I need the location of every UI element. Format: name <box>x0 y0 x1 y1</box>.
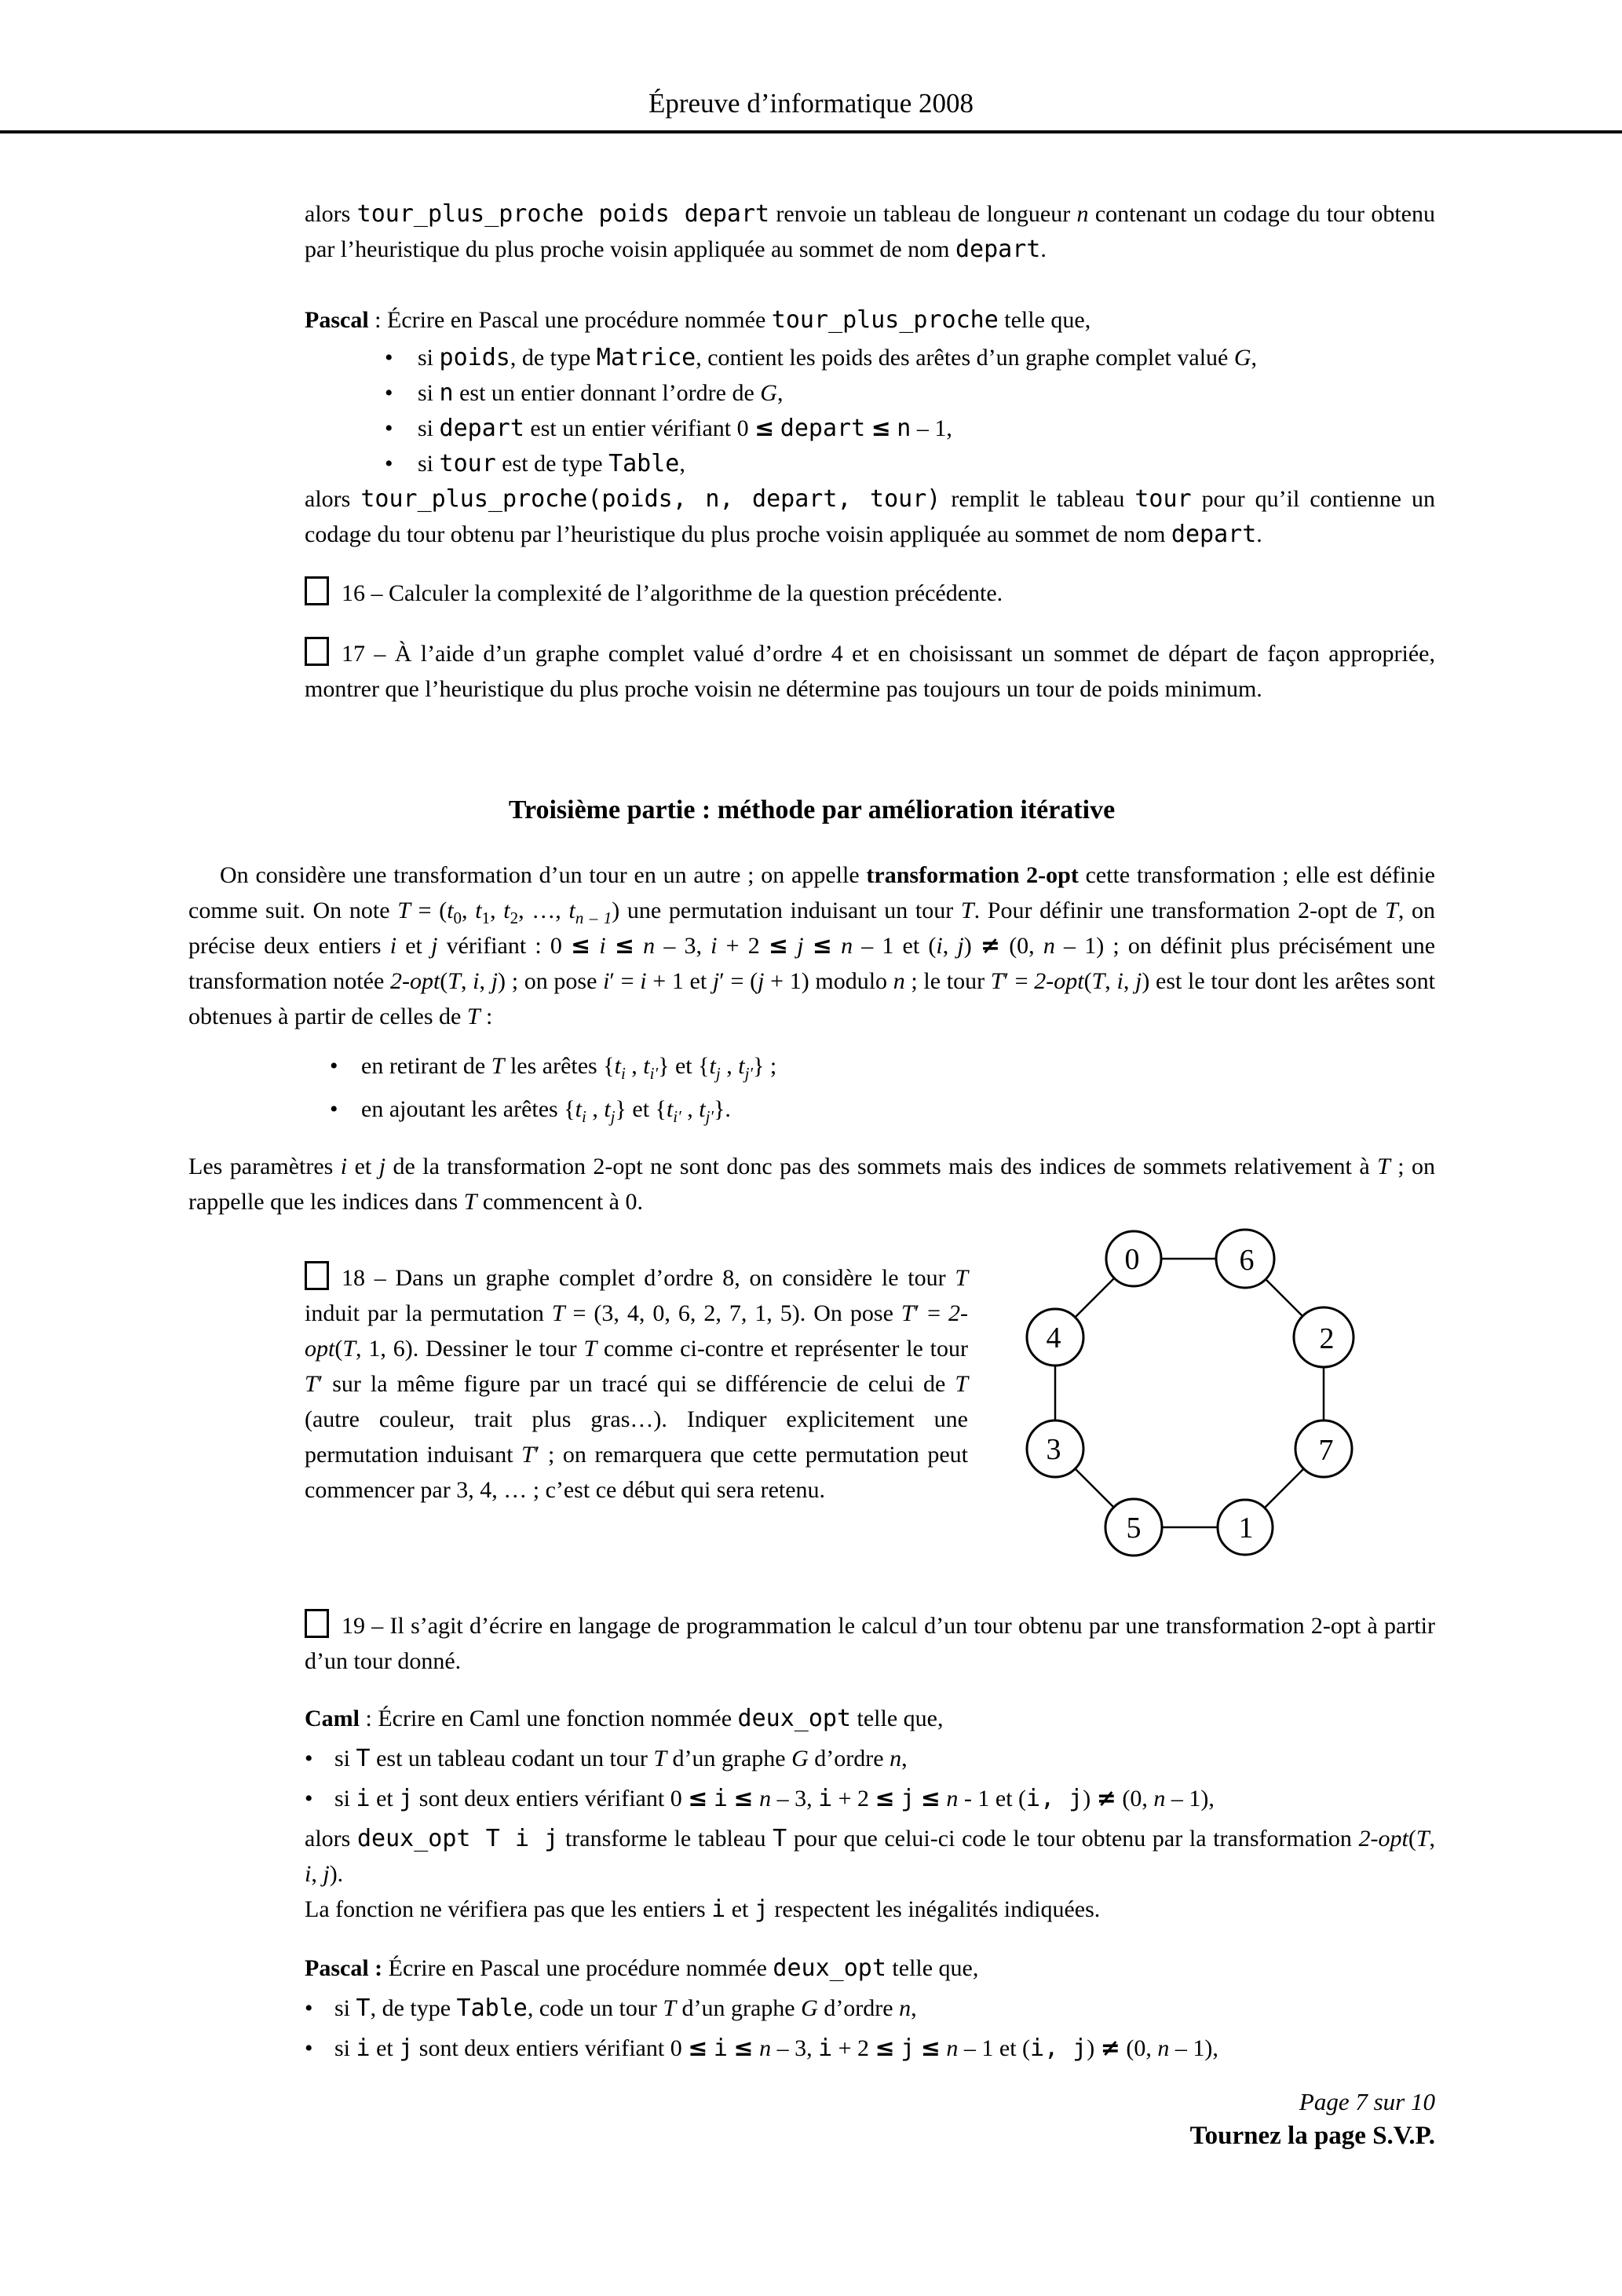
section3-paragraph-1: On considère une transformation d’un tour en un autre ; on appelle transformation 2-opt cette transformation ; elle est définie comme suit. On note $T = (t_0$, $t_1$, $t_2$, …, $t_{n - 1}$) une permutation induisant un tour T. Pour définir une transformation 2-opt de T, on précise deux entiers i et j vérifiant : 0 ≤ i ≤ n – 3, i + 2 ≤ j ≤ n – 1 et (i, j) ≠ (0, n – 1) ; on définit plus précisément une transformation notée 2-opt(T, i, j) ; on pose i′ = i + 1 et j′ = (j + 1) modulo n ; le tour T′ = 2-opt(T, i, j) est le tour dont les arêtes sont obtenues à partir de celles de T : <box>188 862 1436 1029</box>
graph-edges <box>1055 1259 1324 1527</box>
section-heading: Troisième partie : méthode par amélioration itérative <box>508 795 1116 824</box>
question-16-text: 16 – Calculer la complexité de l’algorithme de la question précédente. <box>342 580 1003 606</box>
graph-node-circles <box>1027 1230 1353 1556</box>
list-item <box>305 1781 1435 1816</box>
list-item-text: en retirant de T les arêtes {$t_i$ , $t_{i'}$} et {$t_j$ , $t_{j'}$} ; <box>361 1053 777 1083</box>
list-item <box>385 375 1435 411</box>
caml-heading: Caml : Écrire en Caml une fonction nommée deux_opt telle que, <box>305 1705 944 1732</box>
list-item-text: si T est un tableau codant un tour T d’un graphe G d’ordre n, <box>334 1745 908 1772</box>
bullet-icon: • <box>385 380 393 406</box>
list-item <box>385 446 1435 481</box>
bullet-icon: • <box>330 1053 338 1079</box>
list-item <box>305 1741 1435 1776</box>
bullet-icon: • <box>305 1786 313 1812</box>
question-17-text: 17 – À l’aide d’un graphe complet valué d’ordre 4 et en choisissant un sommet de départ de façon appropriée, montrer que l’heuristique du plus proche voisin ne détermine pas toujours un tour de poids minimum. <box>305 641 1435 702</box>
list-item <box>305 2031 1435 2066</box>
question-18-row <box>188 1243 1435 1585</box>
graph-node-label: 6 <box>1239 1244 1255 1277</box>
graph-node-label: 3 <box>1046 1433 1061 1466</box>
page-content <box>0 196 1622 2153</box>
question-19-text: 19 – Il s’agit d’écrire en langage de programmation le calcul d’un tour obtenu par une transformation 2-opt à partir d’un tour donné. <box>305 1613 1435 1674</box>
list-item <box>330 1048 1435 1084</box>
page-title: Épreuve d’informatique 2008 <box>648 88 974 119</box>
question-19 <box>305 1608 1435 1679</box>
list-item-text: si poids, de type Matrice, contient les poids des arêtes d’un graphe complet valué G, <box>418 344 1258 371</box>
graph-node-label: 2 <box>1319 1322 1335 1355</box>
caml-note-paragraph: La fonction ne vérifiera pas que les entiers i et j respectent les inégalités indiquées. <box>305 1896 1101 1923</box>
bullet-icon: • <box>385 415 393 441</box>
graph-node-label: 1 <box>1238 1512 1254 1545</box>
list-item <box>330 1091 1435 1127</box>
caml-tail-paragraph: alors deux_opt T i j transforme le tableau T pour que celui-ci code le tour obtenu par la transformation 2-opt(T, i, j). <box>305 1825 1435 1887</box>
section3-paragraph-2: Les paramètres i et j de la transformation 2-opt ne sont donc pas des sommets mais des indices de sommets relativement à T ; on rappelle que les indices dans T commencent à 0. <box>188 1153 1435 1215</box>
checkbox-icon <box>305 1261 329 1290</box>
pascal2-heading: Pascal : Écrire en Pascal une procédure nommée deux_opt telle que, <box>305 1954 979 1982</box>
graph-node-label: 5 <box>1126 1512 1142 1545</box>
intro-paragraph: alors tour_plus_proche poids depart renvoie un tableau de longueur n contenant un codage du tour obtenu par l’heuristique du plus proche voisin appliquée au sommet de nom depart. <box>305 200 1435 263</box>
bullet-icon: • <box>330 1096 338 1122</box>
section3-bullet-list <box>330 1048 1435 1127</box>
question-17 <box>305 636 1435 707</box>
caml-bullet-list <box>305 1741 1435 1816</box>
page-footer <box>188 2086 1435 2153</box>
page-number: Page 7 sur 10 <box>1299 2088 1435 2115</box>
bullet-icon: • <box>385 451 393 477</box>
bullet-icon: • <box>305 2035 313 2061</box>
bullet-icon: • <box>385 345 393 371</box>
list-item-text: si depart est un entier vérifiant 0 ≤ depart ≤ n – 1, <box>418 415 952 442</box>
list-item-text: en ajoutant les arêtes {$t_i$ , $t_j$} et {$t_{i'}$ , $t_{j'}$}. <box>361 1096 731 1126</box>
header-rule <box>0 130 1622 133</box>
graph-node-label: 4 <box>1046 1322 1061 1355</box>
graph-node-label: 0 <box>1124 1243 1140 1276</box>
pascal1-heading: Pascal : Écrire en Pascal une procédure nommée tour_plus_proche telle que, <box>305 306 1091 334</box>
checkbox-icon <box>305 576 329 605</box>
list-item-text: si T, de type Table, code un tour T d’un graphe G d’ordre n, <box>334 1994 917 2022</box>
question-18 <box>305 1260 968 1585</box>
question-18-text: 18 – Dans un graphe complet d’ordre 8, on considère le tour T induit par la permutation T = (3, 4, 0, 6, 2, 7, 1, 5). On pose T′ = 2-opt(T, 1, 6). Dessiner le tour T comme ci-contre et représenter le tour T′ sur la même figure par un tracé qui se différencie de celui de T (autre couleur, trait plus gras…). Indiquer explicitement une permutation induisant T′ ; on remarquera que cette permutation peut commencer par 3, 4, … ; c’est ce début qui sera retenu. <box>305 1265 969 1503</box>
list-item <box>385 411 1435 446</box>
list-item-text: si tour est de type Table, <box>418 450 685 477</box>
graph-node-label: 7 <box>1318 1434 1334 1467</box>
bullet-icon: • <box>305 1746 313 1771</box>
turn-page-notice: Tournez la page S.V.P. <box>1189 2122 1435 2150</box>
graph-node-labels <box>1047 1243 1335 1545</box>
octagon-graph <box>1017 1221 1370 1574</box>
pascal1-bullet-list <box>385 340 1435 481</box>
list-item-text: si i et j sont deux entiers vérifiant 0 ≤ i ≤ n – 3, i + 2 ≤ j ≤ n – 1 et (i, j) ≠ (0, n – 1), <box>334 2035 1218 2062</box>
pascal1-tail-paragraph: alors tour_plus_proche(poids, n, depart, tour) remplit le tableau tour pour qu’il contienne un codage du tour obtenu par l’heuristique du plus proche voisin appliquée au sommet de nom depart. <box>305 485 1435 548</box>
checkbox-icon <box>305 1609 329 1638</box>
list-item-text: si n est un entier donnant l’ordre de G, <box>418 379 784 407</box>
list-item <box>385 340 1435 375</box>
list-item <box>305 1991 1435 2026</box>
list-item-text: si i et j sont deux entiers vérifiant 0 ≤ i ≤ n – 3, i + 2 ≤ j ≤ n - 1 et (i, j) ≠ (0, n – 1), <box>334 1785 1215 1812</box>
bullet-icon: • <box>305 1995 313 2021</box>
question-16 <box>305 576 1435 611</box>
tour-graph-figure <box>1017 1221 1370 1585</box>
checkbox-icon <box>305 637 329 666</box>
pascal2-bullet-list <box>305 1991 1435 2066</box>
